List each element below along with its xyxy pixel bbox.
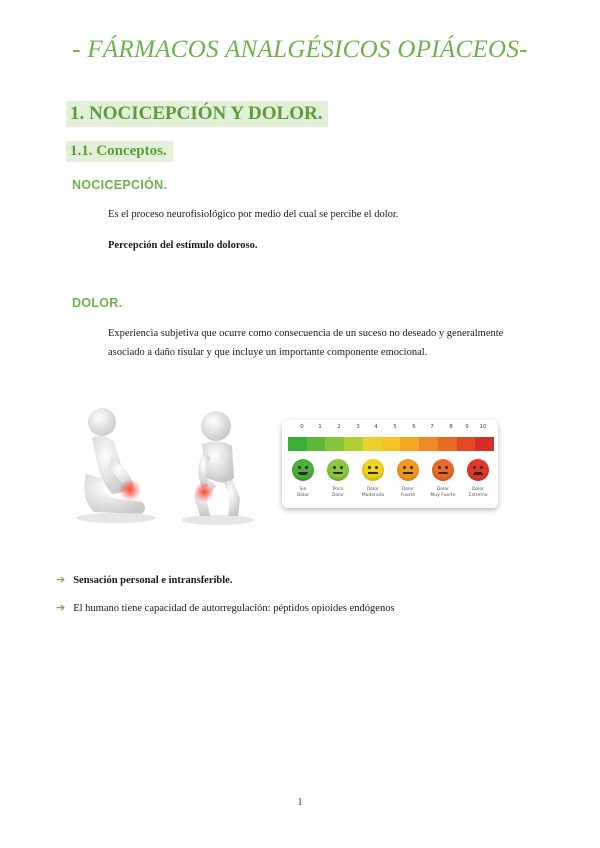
ankle-pain-figure-image [72, 402, 160, 524]
scale-number: 5 [393, 424, 397, 430]
nocicepcion-bold-note: Percepción del estímulo doloroso. [108, 240, 258, 251]
dolor-heading: DOLOR. [72, 296, 123, 310]
pain-scale-numbers [282, 424, 498, 434]
scale-color-segment [382, 437, 401, 451]
face-moderate-pain-icon [362, 459, 384, 481]
section-heading: 1. NOCICEPCIÓN Y DOLOR. [66, 101, 328, 127]
face-little-pain-icon [327, 459, 349, 481]
scale-number: 10 [479, 424, 487, 430]
document-title: - FÁRMACOS ANALGÉSICOS OPIÁCEOS- [72, 36, 528, 63]
scale-color-segment [457, 437, 476, 451]
scale-number: 6 [412, 424, 416, 430]
bullet-item [56, 601, 395, 614]
scale-number: 8 [449, 424, 453, 430]
bullet-text: El humano tiene capacidad de autorregulación: péptidos opioides endógenos [73, 603, 395, 614]
subsection-heading: 1.1. Conceptos. [66, 141, 173, 162]
scale-color-segment [400, 437, 419, 451]
scale-number: 1 [318, 424, 322, 430]
nocicepcion-heading: NOCICEPCIÓN. [72, 178, 168, 192]
face-label: Sin Dolor [296, 487, 310, 498]
scale-number: 3 [356, 424, 360, 430]
dolor-definition-line2: asociado a daño tisular y que incluye un importante componente emocional. [108, 347, 428, 358]
knee-pain-figure-image [172, 402, 262, 526]
face-label: Dolor Moderado [361, 487, 385, 498]
scale-color-segment [344, 437, 363, 451]
face-label: Dolor Fuerte [400, 487, 416, 498]
face-very-strong-pain-icon [432, 459, 454, 481]
scale-color-segment [288, 437, 307, 451]
scale-color-segment [307, 437, 326, 451]
bullet-text: Sensación personal e intransferible. [73, 575, 233, 586]
face-label: Poco Dolor [331, 487, 345, 498]
page-number: 1 [297, 797, 303, 808]
scale-number: 7 [430, 424, 434, 430]
scale-color-segment [438, 437, 457, 451]
face-strong-pain-icon [397, 459, 419, 481]
pain-scale-color-bar [288, 437, 494, 451]
arrow-right-icon: ➔ [56, 601, 66, 614]
scale-color-segment [419, 437, 438, 451]
nocicepcion-definition: Es el proceso neurofisiológico por medio del cual se percibe el dolor. [108, 209, 399, 220]
scale-color-segment [325, 437, 344, 451]
scale-color-segment [475, 437, 494, 451]
scale-number: 4 [374, 424, 378, 430]
scale-color-segment [363, 437, 382, 451]
dolor-definition-line1: Experiencia subjetiva que ocurre como consecuencia de un suceso no deseado y generalmente [108, 328, 504, 339]
face-extreme-pain-icon [467, 459, 489, 481]
face-no-pain-icon [292, 459, 314, 481]
face-label: Dolor Muy Fuerte [430, 487, 456, 498]
scale-number: 0 [300, 424, 304, 430]
face-label: Dolor Extremo [468, 487, 488, 498]
scale-number: 9 [465, 424, 469, 430]
scale-number: 2 [337, 424, 341, 430]
arrow-right-icon: ➔ [56, 573, 66, 586]
bullet-item [56, 573, 232, 586]
